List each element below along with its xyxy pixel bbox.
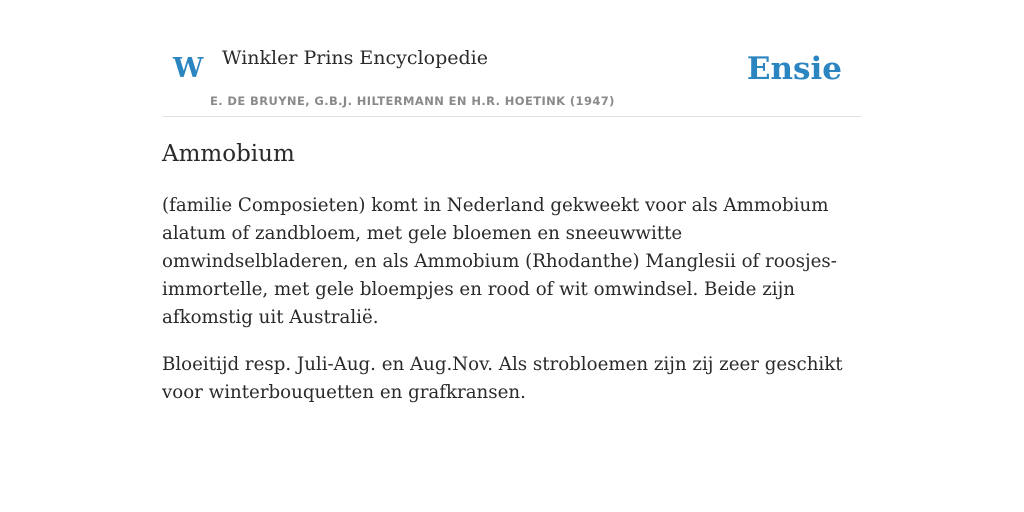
encyclopedia-authors: E. DE BRUYNE, G.B.J. HILTERMANN EN H.R. HOETINK (1947) [210,94,615,108]
encyclopedia-header [162,0,862,117]
entry-body [162,192,862,426]
entry-title: Ammobium [162,141,295,167]
page [162,0,862,512]
ensie-brand-link[interactable]: Ensie [746,51,842,87]
encyclopedia-title: Winkler Prins Encyclopedie [222,47,488,69]
encyclopedia-logo-link[interactable]: W [173,53,204,84]
entry-paragraph: Bloeitijd resp. Juli-Aug. en Aug.Nov. Als strobloemen zijn zij zeer geschikt voor winterbouquetten en grafkransen. [162,354,843,403]
entry-paragraph: (familie Composieten) komt in Nederland gekweekt voor als Ammobium alatum of zandbloem, met gele bloemen en sneeuwwitte omwindselbladeren, en als Ammobium (Rhodanthe) Manglesii of roosjes-immortelle, met gele bloempjes en rood of wit omwindsel. Beide zijn afkomstig uit Australië. [162,195,837,328]
